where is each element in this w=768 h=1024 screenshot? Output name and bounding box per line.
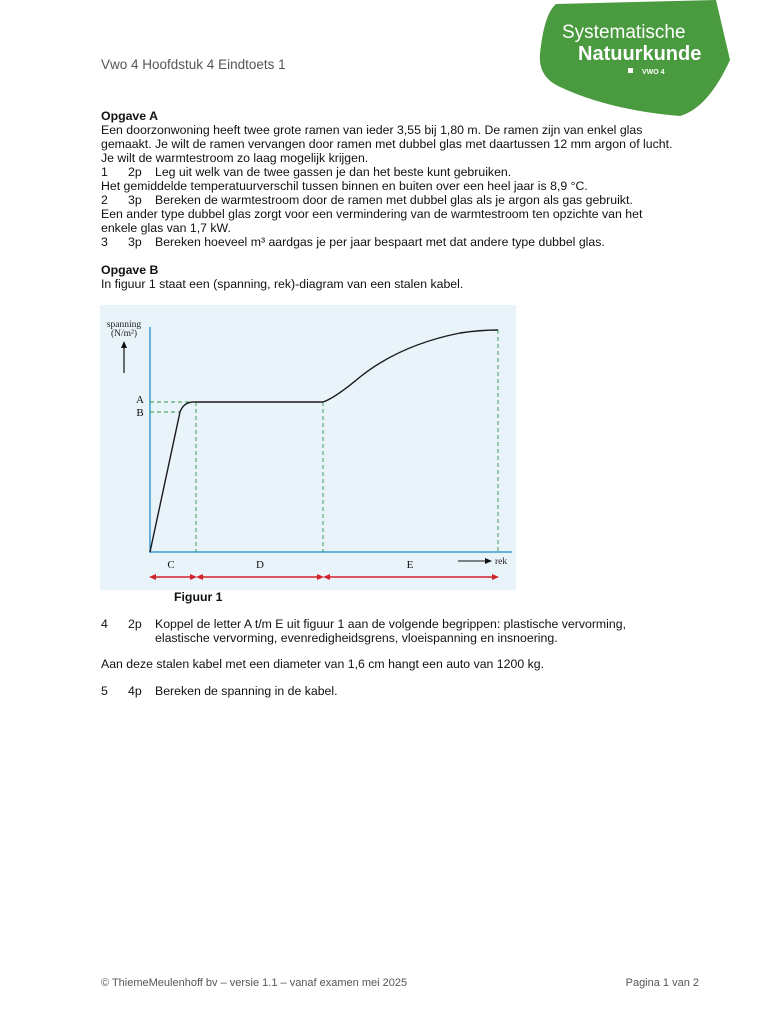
- question-points: 2p: [128, 165, 142, 179]
- question-4: [101, 617, 681, 645]
- opgave-a-info-2: Een ander type dubbel glas zorgt voor een vermindering van de warmtestroom ten opzichte van het enkele glas van 1,7 kW.: [101, 207, 643, 235]
- question-points: 4p: [128, 683, 142, 698]
- question-text: Bereken hoeveel m³ aardgas je per jaar bespaart met dat andere type dubbel glas.: [155, 235, 605, 249]
- opgave-a-heading: Opgave A: [101, 109, 158, 123]
- question-1: [101, 165, 681, 179]
- opgave-a-info-1: Het gemiddelde temperatuurverschil tussen binnen en buiten over een heel jaar is 8,9 °C.: [101, 179, 588, 193]
- logo-bullet: [628, 68, 633, 73]
- stress-strain-diagram: [100, 305, 516, 590]
- footer-copyright: © ThiemeMeulenhoff bv – versie 1.1 – vanaf examen mei 2025: [101, 977, 408, 989]
- figure-caption: Figuur 1: [174, 590, 223, 604]
- publisher-logo: [538, 0, 730, 118]
- logo-line3: VWO 4: [642, 69, 665, 76]
- x-axis-label: rek: [495, 557, 508, 567]
- region-label-e: E: [406, 559, 414, 571]
- question-5: [101, 684, 681, 698]
- y-axis-label: spanning: [106, 320, 142, 330]
- question-text: Bereken de spanning in de kabel.: [155, 683, 338, 698]
- region-label-d: D: [256, 559, 264, 571]
- opgave-b-questions: [101, 617, 681, 698]
- opgave-b-info: Aan deze stalen kabel met een diameter van 1,6 cm hangt een auto van 1200 kg.: [101, 657, 544, 672]
- question-number: 1: [101, 165, 108, 179]
- figure-background: [100, 305, 516, 590]
- opgave-b-heading: Opgave B: [101, 263, 159, 277]
- logo-line1: Systematische: [562, 22, 686, 43]
- opgave-a-intro: Een doorzonwoning heeft twee grote ramen van ieder 3,55 bij 1,80 m. De ramen zijn van enkel glas gemaakt. Je wilt de ramen vervangen door ramen met dubbel glas met daartussen 12 mm argon of lucht. Je wilt de warmtestroom zo laag mogelijk krijgen.: [101, 123, 673, 165]
- question-number: 2: [101, 193, 108, 207]
- question-points: 2p: [128, 617, 142, 631]
- question-points: 3p: [128, 235, 142, 249]
- region-label-c: C: [167, 559, 175, 571]
- opgave-b-intro: In figuur 1 staat een (spanning, rek)-diagram van een stalen kabel.: [101, 277, 464, 291]
- question-points: 3p: [128, 193, 142, 207]
- question-number: 4: [101, 617, 108, 631]
- question-text: Leg uit welk van de twee gassen je dan het beste kunt gebruiken.: [155, 165, 512, 179]
- question-2: [101, 193, 681, 207]
- question-text: Koppel de letter A t/m E uit figuur 1 aan de volgende begrippen: plastische vervorming, elastische vervorming, evenredigheidsgrens, vloeispanning en insnoering.: [155, 617, 626, 645]
- question-text: Bereken de warmtestroom door de ramen met dubbel glas als je argon als gas gebruikt.: [155, 193, 633, 207]
- footer-page-number: Pagina 1 van 2: [625, 977, 699, 989]
- level-label-b: B: [136, 407, 144, 419]
- level-label-a: A: [136, 394, 144, 406]
- question-number: 3: [101, 235, 108, 249]
- question-number: 5: [101, 683, 108, 698]
- opgave-a-section: [101, 109, 681, 291]
- question-3: [101, 235, 681, 249]
- logo-line2: Natuurkunde: [578, 43, 702, 65]
- y-axis-unit: (N/m²): [110, 329, 138, 339]
- document-header-title: Vwo 4 Hoofdstuk 4 Eindtoets 1: [101, 57, 286, 72]
